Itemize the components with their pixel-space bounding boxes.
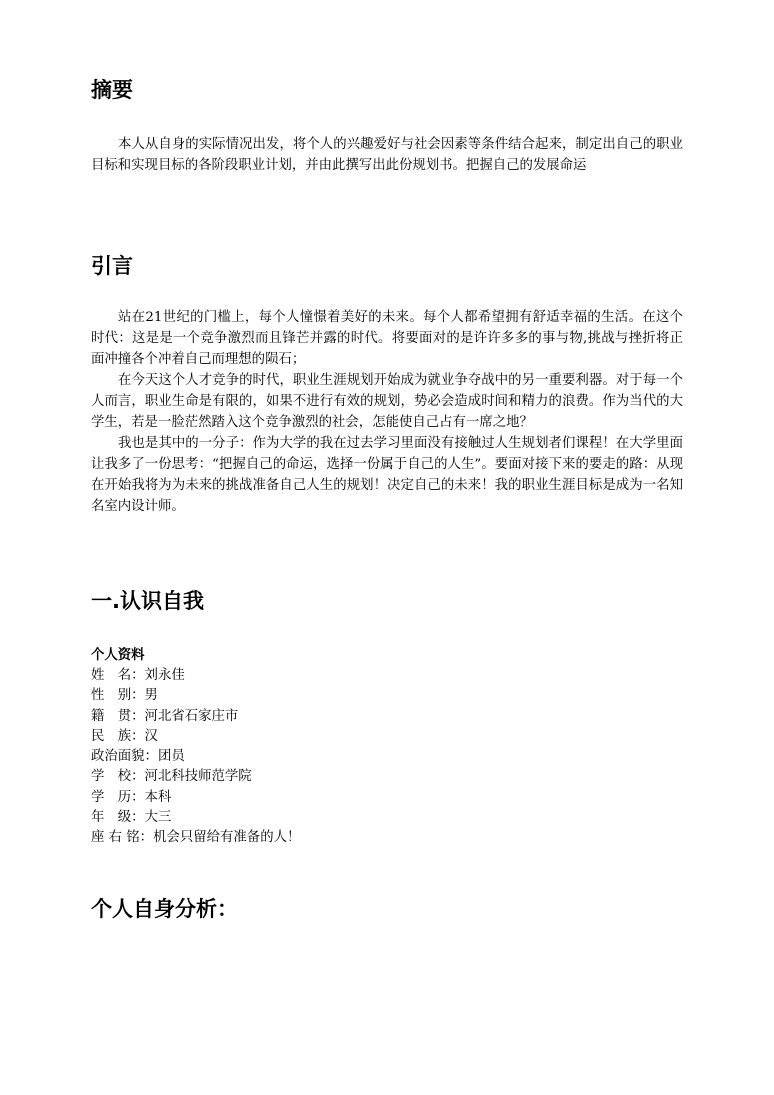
intro-paragraph: 站在21世纪的门槛上，每个人憧憬着美好的未来。每个人都希望拥有舒适幸福的生活。在这个时代：这是是一个竞争激烈而且锋芒并露的时代。将要面对的是许许多多的事与物,挑战与挫折将正面冲撞各个冲着自己而理想的陨石；	[91, 310, 683, 367]
intro-body	[91, 307, 683, 517]
profile-item-political-status: 政治面貌：团员	[91, 749, 185, 765]
profile-item-gender: 性 别：男	[91, 688, 158, 704]
profile-item-ethnicity: 民 族：汉	[91, 728, 158, 744]
profile-title: 个人资料	[91, 648, 145, 663]
profile-item-motto: 座 右 铭：机会只留给有准备的人！	[91, 830, 301, 846]
profile-list	[91, 666, 300, 849]
abstract-heading: 摘要	[91, 78, 133, 102]
profile-item-name: 姓 名：刘永佳	[91, 668, 185, 683]
analysis-heading: 个人自身分析：	[91, 897, 238, 921]
abstract-paragraph: 本人从自身的实际情况出发，将个人的兴趣爱好与社会因素等条件结合起来，制定出自己的职业目标和实现目标的各阶段职业计划，并由此撰写出此份规划书。把握自己的发展命运	[91, 137, 683, 173]
self-heading: 一.认识自我	[91, 589, 204, 613]
profile-item-education: 学 历：本科	[91, 789, 172, 805]
abstract-body	[91, 134, 683, 176]
intro-paragraph: 在今天这个人才竞争的时代，职业生涯规划开始成为就业争夺战中的另一重要利器。对于每一个人而言，职业生命是有限的，如果不进行有效的规划，势必会造成时间和精力的浪费。作为当代的大学生，若是一脸茫然踏入这个竞争激烈的社会，怎能使自己占有一席之地？	[91, 373, 683, 430]
profile-item-hometown: 籍 贯：河北省石家庄市	[91, 708, 239, 724]
intro-paragraph: 我也是其中的一分子：作为大学的我在过去学习里面没有接触过人生规划者们课程！在大学里面让我多了一份思考：“把握自己的命运，选择一份属于自己的人生”。要面对接下来的要走的路：从现在开始我将为为未来的挑战准备自己人生的规划！决定自己的未来！我的职业生涯目标是成为一名知名室内设计师。	[91, 436, 683, 514]
profile-item-grade: 年 级：大三	[91, 810, 172, 826]
profile-item-school: 学 校：河北科技师范学院	[91, 769, 252, 785]
intro-heading: 引言	[91, 254, 133, 278]
